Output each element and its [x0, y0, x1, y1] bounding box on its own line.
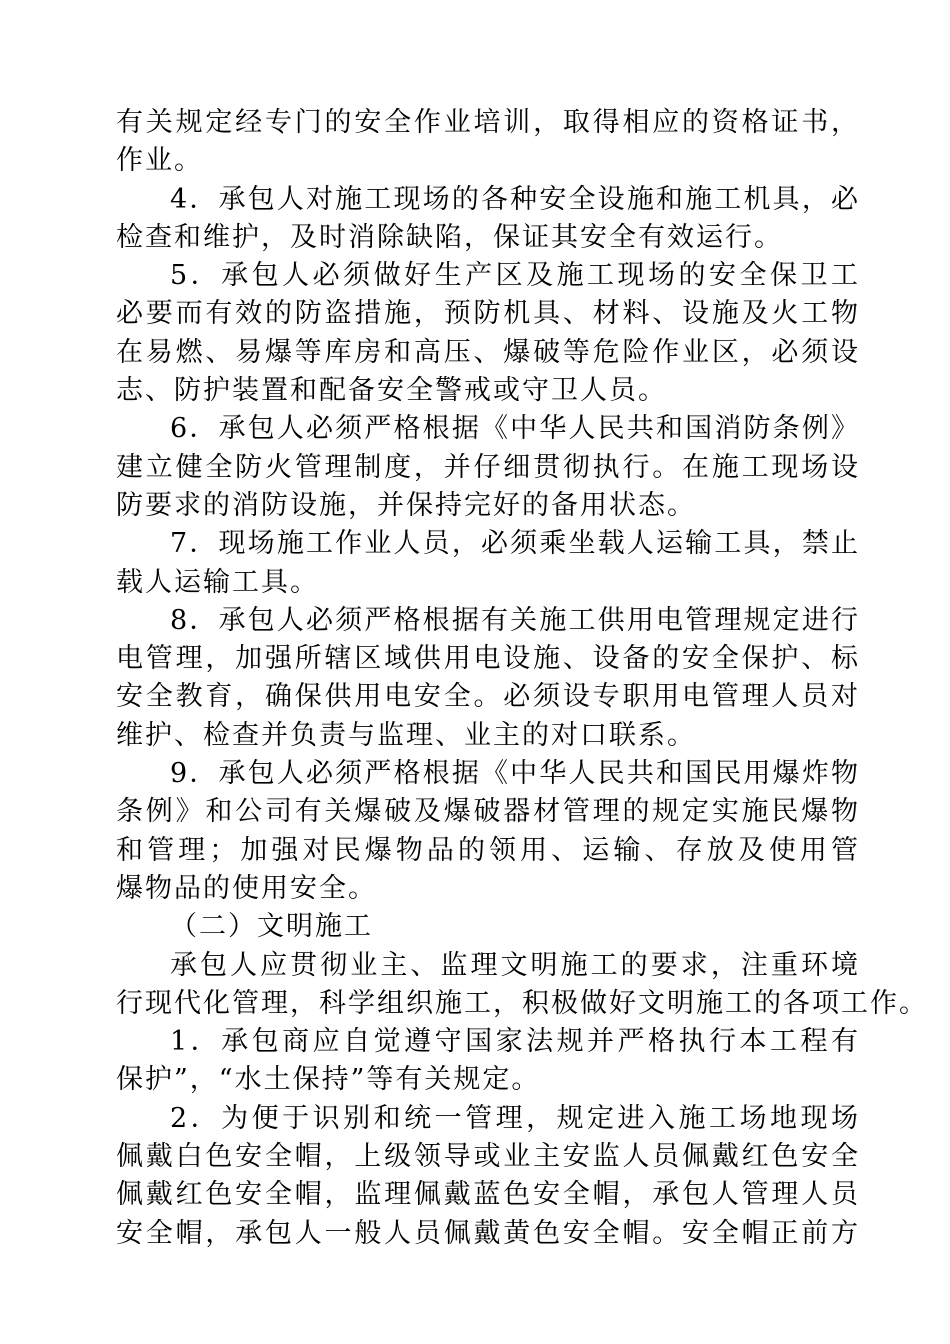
text-line: 安全教育，确保供用电安全。必须设专职用电管理人员对 [116, 681, 860, 713]
text-line: 4．承包人对施工现场的各种安全设施和施工机具，必 [170, 183, 860, 215]
text-line: 行现代化管理，科学组织施工，积极做好文明施工的各项工作。 [116, 987, 928, 1019]
text-line: 保护”，“水土保持”等有关规定。 [116, 1064, 541, 1096]
text-line: 检查和维护，及时消除缺陷，保证其安全有效运行。 [116, 221, 783, 253]
text-line: 承包人应贯彻业主、监理文明施工的要求，注重环境 [170, 949, 860, 981]
text-line: 维护、检查并负责与监理、业主的对口联系。 [116, 719, 696, 751]
text-line: 5．承包人必须做好生产区及施工现场的安全保卫工 [170, 260, 860, 292]
text-line: 载人运输工具。 [116, 566, 319, 598]
text-line: 作业。 [116, 145, 203, 177]
text-line: 1．承包商应自觉遵守国家法规并严格执行本工程有 [170, 1026, 860, 1058]
section-heading: （二）文明施工 [170, 911, 373, 943]
text-line: 佩戴白色安全帽，上级领导或业主安监人员佩戴红色安全 [116, 1141, 860, 1173]
text-line: 建立健全防火管理制度，并仔细贯彻执行。在施工现场设 [116, 451, 860, 483]
text-line: 在易燃、易爆等库房和高压、爆破等危险作业区，必须设 [116, 336, 860, 368]
text-line: 条例》和公司有关爆破及爆破器材管理的规定实施民爆物 [116, 796, 860, 828]
text-line: 安全帽，承包人一般人员佩戴黄色安全帽。安全帽正前方 [116, 1217, 860, 1249]
text-line: 佩戴红色安全帽，监理佩戴蓝色安全帽，承包人管理人员 [116, 1179, 860, 1211]
text-line: 志、防护装置和配备安全警戒或守卫人员。 [116, 375, 667, 407]
text-line: 6．承包人必须严格根据《中华人民共和国消防条例》 [170, 413, 860, 445]
text-line: 爆物品的使用安全。 [116, 872, 377, 904]
text-line: 电管理，加强所辖区域供用电设施、设备的安全保护、标 [116, 643, 860, 675]
text-line: 防要求的消防设施，并保持完好的备用状态。 [116, 489, 696, 521]
text-line: 8．承包人必须严格根据有关施工供用电管理规定进行 [170, 604, 860, 636]
text-line: 7．现场施工作业人员，必须乘坐载人运输工具，禁止 [170, 528, 860, 560]
text-line: 2．为便于识别和统一管理，规定进入施工场地现场 [170, 1102, 860, 1134]
text-line: 有关规定经专门的安全作业培训，取得相应的资格证书， [116, 107, 860, 138]
text-line: 必要而有效的防盗措施，预防机具、材料、设施及火工物 [116, 298, 860, 330]
text-line: 9．承包人必须严格根据《中华人民共和国民用爆炸物 [170, 758, 860, 790]
text-line: 和管理；加强对民爆物品的领用、运输、存放及使用管 [116, 834, 860, 866]
body-text [116, 104, 928, 1253]
